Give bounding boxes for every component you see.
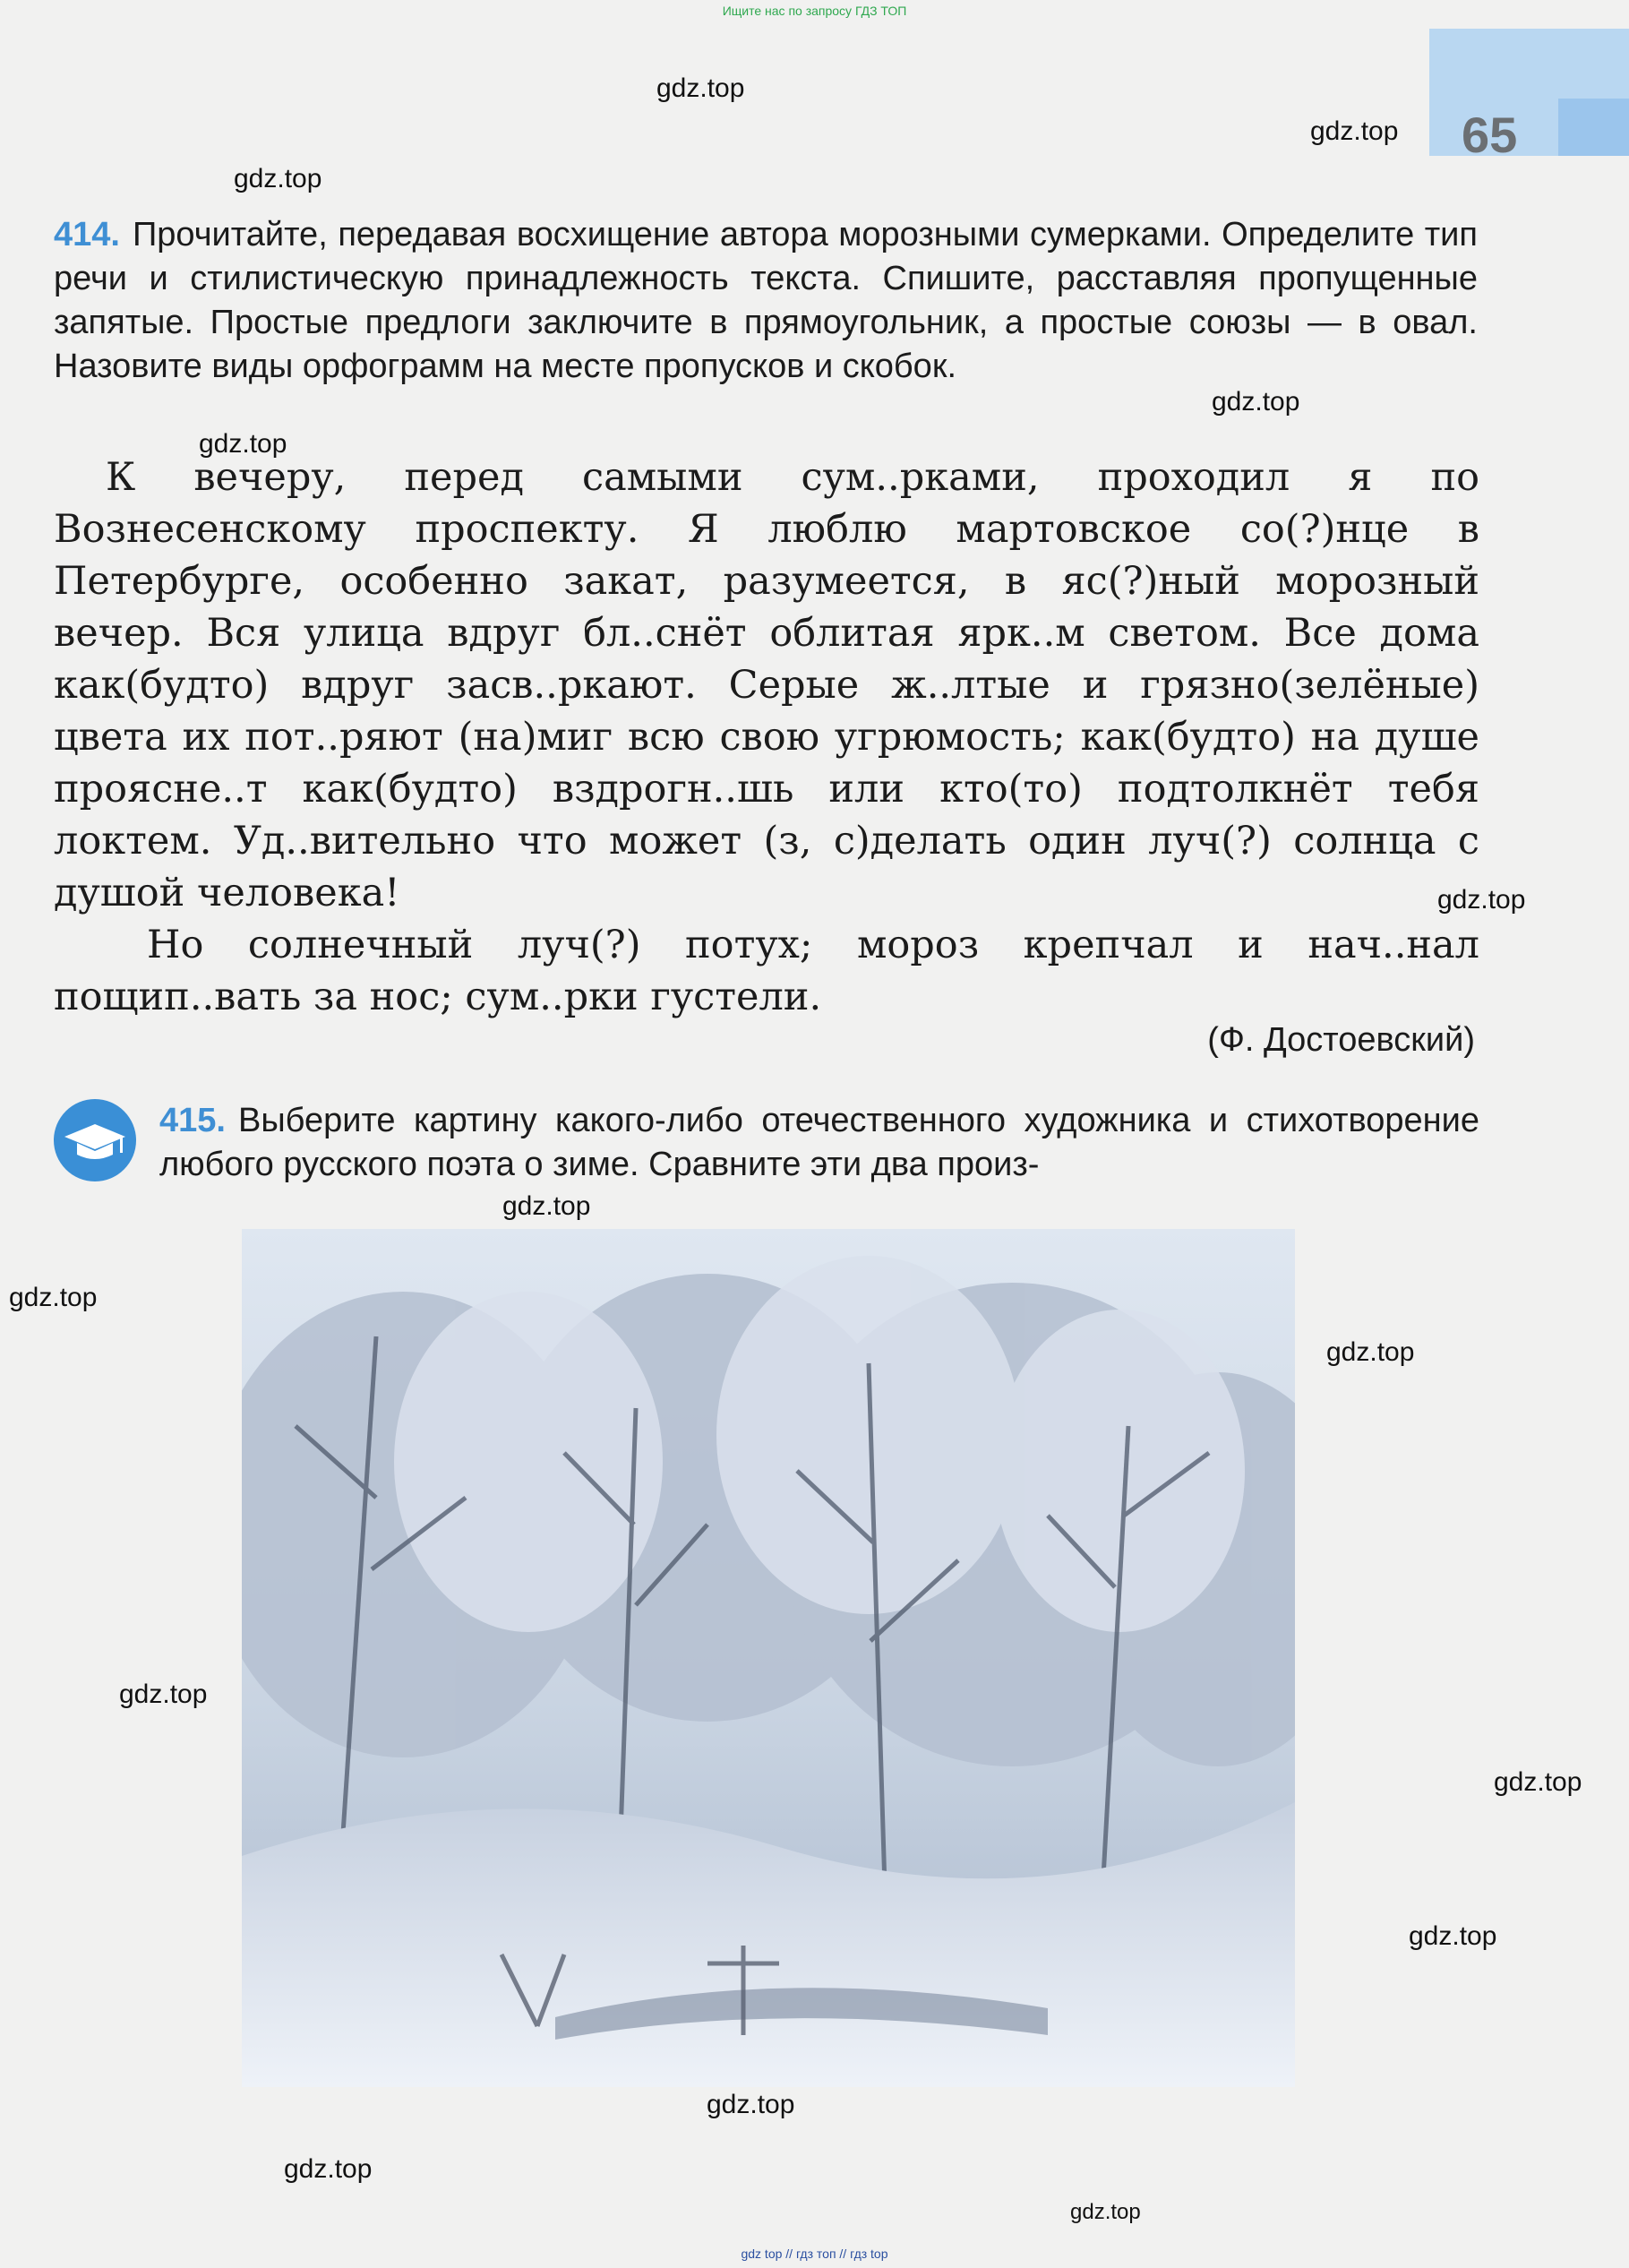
- watermark: gdz.top: [9, 1283, 98, 1312]
- watermark: gdz.top: [1494, 1767, 1582, 1797]
- text-paragraph-1: К вечеру, перед самыми сум..рками, проходил я по Вознесенскому проспекту. Я люблю мартовское со(?)нце в Петербурге, особенно закат, разумеется, в яс(?)ный морозный вечер. Вся улица вдруг бл..снёт облитая ярк..м светом. Все дома как(будто) вдруг засв..ркают. Серые ж..лтые и грязно(зелёные) цвета их пот..ряют (на)миг всю свою угрюмость; как(будто) на душе проясне..т как(будто) вздрогн..шь или кто(то) подтолкнёт тебя локтем. Уд..вительно что может (з, с)делать один луч(?) солнца с душой человека!: [54, 455, 1479, 915]
- watermark: gdz.top: [199, 429, 287, 459]
- watermark: gdz.top: [502, 1191, 591, 1221]
- watermark: gdz.top: [1310, 116, 1399, 146]
- exercise-415-instruction-text: Выберите картину какого-либо отечественного художника и стихотворение любого русского поэта о зиме. Сравните эти два произ-: [159, 1102, 1479, 1183]
- watermark: gdz.top: [656, 73, 745, 103]
- watermark: gdz.top: [1326, 1337, 1415, 1367]
- text-paragraph-2: Но солнечный луч(?) потух; мороз крепчал и нач..нал пощип..вать за нос; сум..рки густели.: [54, 923, 1479, 1019]
- watermark: gdz.top: [119, 1680, 208, 1709]
- watermark: gdz.top: [1212, 387, 1300, 417]
- exercise-414-instruction-text: Прочитайте, передавая восхищение автора морозными сумерками. Определите тип речи и стилистическую принадлежность текста. Спишите, расставляя пропущенные запятые. Простые предлоги заключите в прямоугольник, а простые союзы — в овал. Назовите виды орфограмм на месте пропусков и скобок.: [54, 216, 1478, 385]
- text-author: (Ф. Достоевский): [1207, 1021, 1475, 1059]
- winter-landscape-image: [242, 1229, 1295, 2087]
- footer-links: gdz top // гдз топ // гдз top: [741, 2247, 888, 2261]
- watermark: gdz.top: [1409, 1921, 1497, 1951]
- page-number: 65: [1462, 107, 1518, 163]
- watermark: gdz.top: [1070, 2200, 1141, 2224]
- page-tab-accent: [1558, 99, 1629, 156]
- exercise-414-number: 414.: [54, 216, 120, 253]
- exercise-415-number: 415.: [159, 1102, 226, 1139]
- watermark: gdz.top: [707, 2090, 795, 2119]
- watermark: gdz.top: [234, 164, 322, 193]
- graduation-cap-icon: [54, 1099, 136, 1181]
- exercise-415-instruction: [159, 1099, 1479, 1187]
- search-note: Ищите нас по запросу ГДЗ ТОП: [722, 4, 907, 18]
- watermark: gdz.top: [284, 2154, 373, 2184]
- exercise-414-instruction: [54, 213, 1478, 389]
- watermark: gdz.top: [1437, 885, 1526, 915]
